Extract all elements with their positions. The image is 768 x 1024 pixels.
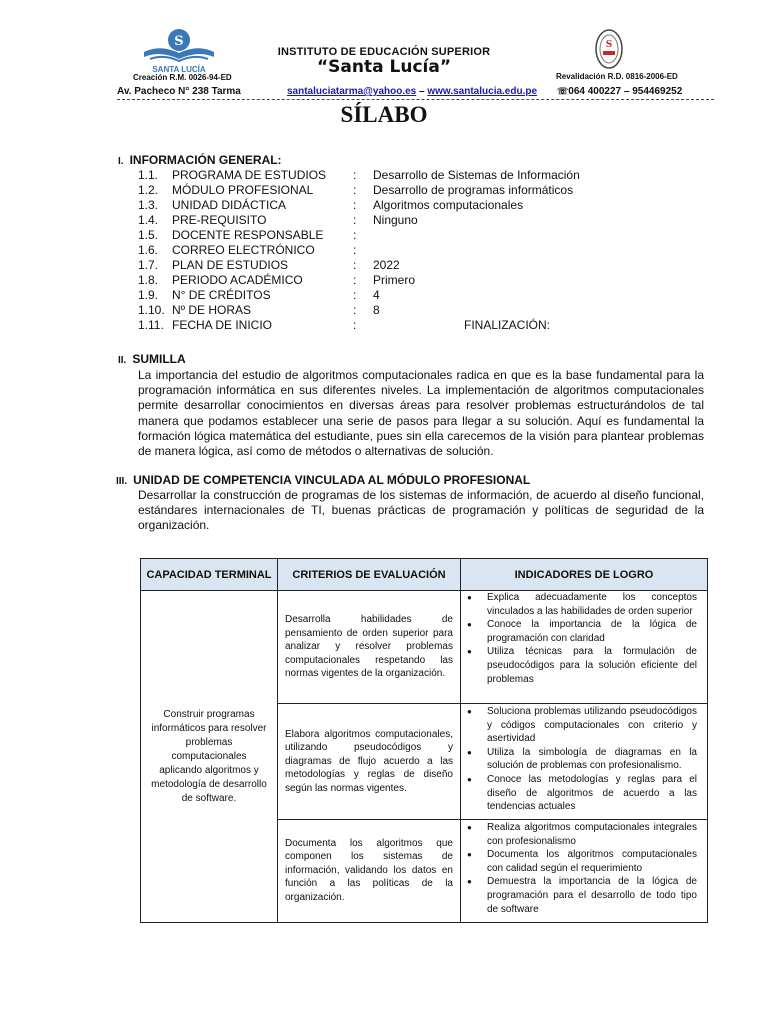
- indicator-item: ● Documenta los algoritmos computacionales con calidad según el requerimiento: [467, 849, 697, 874]
- bullet-icon: ●: [467, 707, 472, 716]
- row-number: 1.4.: [138, 213, 159, 227]
- row-colon: :: [353, 198, 357, 212]
- bullet-icon: ●: [467, 593, 472, 602]
- address-text: Av. Pacheco N° 238 Tarma: [117, 86, 241, 97]
- creacion-text: Creación R.M. 0026-94-ED: [133, 73, 232, 82]
- contact-links: [287, 86, 537, 97]
- email-link[interactable]: santaluciatarma@yahoo.es: [287, 86, 417, 97]
- indicator-item: ● Demuestra la importancia de la lógica de programación para el desarrollo de todo tipo de software: [467, 876, 697, 915]
- row-number: 1.1.: [138, 168, 159, 182]
- criterio-cell: Desarrolla habilidades de pensamiento de orden superior para analizar y resolver problemas computacionales respetando las normas vigentes de la organización.: [285, 614, 453, 680]
- section-heading-competencia: [116, 473, 530, 487]
- row-value: Ninguno: [373, 213, 418, 227]
- row-label: PERIODO ACADÉMICO: [172, 273, 303, 287]
- general-info-row: [138, 258, 678, 273]
- indicator-item: ● Explica adecuadamente los conceptos vinculados a las habilidades de orden superior: [467, 592, 697, 617]
- table-header-criterios: CRITERIOS DE EVALUACIÓN: [278, 559, 460, 591]
- row-number: 1.3.: [138, 198, 159, 212]
- competencia-paragraph: Desarrollar la construcción de programas de los sistemas de información, de acuerdo al diseño funcional, estándares internacionales de TI, buenas prácticas de programación y políticas de seguridad de la organización.: [138, 488, 704, 533]
- row-colon: :: [353, 258, 357, 272]
- indicadores-cell: [461, 819, 707, 922]
- link-separator: –: [419, 86, 425, 97]
- indicadores-cell: [461, 589, 707, 703]
- indicator-item: ● Conoce las metodologías y reglas para el diseño de algoritmos de acuerdo a las tendencias actuales: [467, 773, 697, 813]
- finalizacion-label: FINALIZACIÓN:: [464, 318, 551, 332]
- section-heading-sumilla: [118, 352, 186, 366]
- general-info-row: [138, 273, 678, 288]
- table-header-indicadores: INDICADORES DE LOGRO: [461, 559, 707, 591]
- row-label: DOCENTE RESPONSABLE: [172, 228, 324, 242]
- row-colon: :: [353, 273, 357, 287]
- section-number: III.: [116, 476, 128, 487]
- row-label: PLAN DE ESTUDIOS: [172, 258, 289, 272]
- row-label: FECHA DE INICIO: [172, 318, 273, 332]
- indicadores-cell: [461, 703, 707, 819]
- row-number: 1.8.: [138, 273, 159, 287]
- row-value: 8: [373, 303, 380, 317]
- row-colon: :: [353, 303, 357, 317]
- logo-text: SANTA LUCÍA: [152, 65, 206, 74]
- row-value: Desarrollo de Sistemas de Información: [373, 168, 580, 182]
- indicator-item: ● Soluciona problemas utilizando pseudocódigos y códigos computacionales con criterio y asertividad: [467, 706, 697, 745]
- section-title: UNIDAD DE COMPETENCIA VINCULADA AL MÓDULO PROFESIONAL: [133, 473, 531, 487]
- row-label: PROGRAMA DE ESTUDIOS: [172, 168, 327, 182]
- row-value: Desarrollo de programas informáticos: [373, 183, 574, 197]
- row-colon: :: [353, 243, 357, 257]
- bullet-icon: ●: [467, 647, 472, 657]
- general-info-row: [138, 318, 678, 333]
- row-value: Primero: [373, 273, 416, 287]
- row-label: N° DE CRÉDITOS: [172, 288, 271, 302]
- row-number: 1.10.: [138, 303, 165, 317]
- row-number: 1.2.: [138, 183, 159, 197]
- competency-table: [140, 558, 708, 923]
- row-colon: :: [353, 318, 357, 332]
- general-info-row: [138, 213, 678, 228]
- row-number: 1.5.: [138, 228, 159, 242]
- section-heading-general: [118, 153, 282, 167]
- phone-icon: ☏: [557, 86, 569, 96]
- table-header-capacidad: CAPACIDAD TERMINAL: [141, 559, 277, 591]
- general-info-row: [138, 288, 678, 303]
- row-label: UNIDAD DIDÁCTICA: [172, 198, 287, 212]
- section-title: SUMILLA: [132, 352, 186, 366]
- row-label: CORREO ELECTRÓNICO: [172, 243, 315, 257]
- row-colon: :: [353, 168, 357, 182]
- website-link[interactable]: www.santalucia.edu.pe: [427, 86, 538, 97]
- row-number: 1.6.: [138, 243, 159, 257]
- institute-name: INSTITUTO DE EDUCACIÓN SUPERIOR: [277, 46, 491, 58]
- svg-text:S: S: [605, 40, 613, 50]
- row-label: PRE-REQUISITO: [172, 213, 267, 227]
- criterio-cell: Documenta los algoritmos que componen los sistemas de información, validando los datos en función a las políticas de la organización.: [285, 837, 453, 903]
- row-colon: :: [353, 228, 357, 242]
- capacidad-terminal-cell: Construir programas informáticos para resolver problemas computacionales aplicando algoritmos y metodología de desarrollo de software.: [151, 708, 267, 804]
- section-number: I.: [118, 156, 124, 167]
- seal-icon: [594, 28, 624, 70]
- row-colon: :: [353, 213, 357, 227]
- institute-subname: “Santa Lucía”: [317, 57, 451, 77]
- row-number: 1.9.: [138, 288, 159, 302]
- bullet-icon: ●: [467, 877, 472, 887]
- sumilla-paragraph: La importancia del estudio de algoritmos computacionales radica en que es la base fundamental para la programación informática en sus diferentes niveles. La implementación de algoritmos computacionales permite desarrollar conocimientos en diversas áreas para resolver problemas estructurándolos de tal manera que podamos establecer una serie de pasos para llegar a su solución. Aquí es fundamental la formación lógica matemática del estudiante, pues sin ella carecemos de la visión para plantear problemas de manera lógica, así como de métodos o alternativas de solución.: [138, 368, 704, 459]
- row-value: Algoritmos computacionales: [373, 198, 524, 212]
- indicator-item: ● Conoce la importancia de la lógica de programación con claridad: [467, 619, 697, 644]
- general-info-row: [138, 198, 678, 213]
- bullet-icon: ●: [467, 850, 472, 860]
- criterio-cell: Elabora algoritmos computacionales, utilizando pseudocódigos y diagramas de flujo acuerdo a las metodologías y reglas de diseño según las normas vigentes.: [285, 728, 453, 794]
- bullet-icon: ●: [467, 823, 472, 832]
- general-info-row: [138, 183, 678, 198]
- section-number: II.: [118, 355, 127, 366]
- general-info-row: [138, 168, 678, 183]
- general-info-row: [138, 243, 678, 258]
- row-colon: :: [353, 288, 357, 302]
- row-number: 1.7.: [138, 258, 159, 272]
- row-label: Nº DE HORAS: [172, 303, 252, 317]
- indicator-item: ● Realiza algoritmos computacionales integrales con profesionalismo: [467, 822, 697, 847]
- row-number: 1.11.: [138, 318, 164, 332]
- bullet-icon: ●: [467, 747, 472, 757]
- general-info-row: [138, 303, 678, 318]
- indicator-item: ● Utiliza la simbología de diagramas en la solución de problemas con profesionalismo.: [467, 746, 697, 772]
- phone-numbers: 064 400227 – 954469252: [568, 86, 683, 97]
- row-value: 4: [373, 288, 380, 302]
- row-label: MÓDULO PROFESIONAL: [172, 183, 314, 197]
- svg-text:S: S: [174, 34, 184, 49]
- section-title: INFORMACIÓN GENERAL:: [129, 153, 282, 167]
- row-value: 2022: [373, 258, 400, 272]
- phones: [557, 86, 682, 97]
- page-title: SÍLABO: [340, 102, 428, 127]
- bullet-icon: ●: [467, 620, 472, 630]
- bullet-icon: ●: [467, 774, 472, 784]
- letterhead: [0, 0, 768, 104]
- indicator-item: ● Utiliza técnicas para la formulación de pseudocódigos para la solución eficiente del problemas: [467, 646, 697, 685]
- revalidacion-text: Revalidación R.D. 0816-2006-ED: [556, 72, 678, 81]
- general-info-row: [138, 228, 678, 243]
- row-colon: :: [353, 183, 357, 197]
- header-divider: [117, 99, 714, 100]
